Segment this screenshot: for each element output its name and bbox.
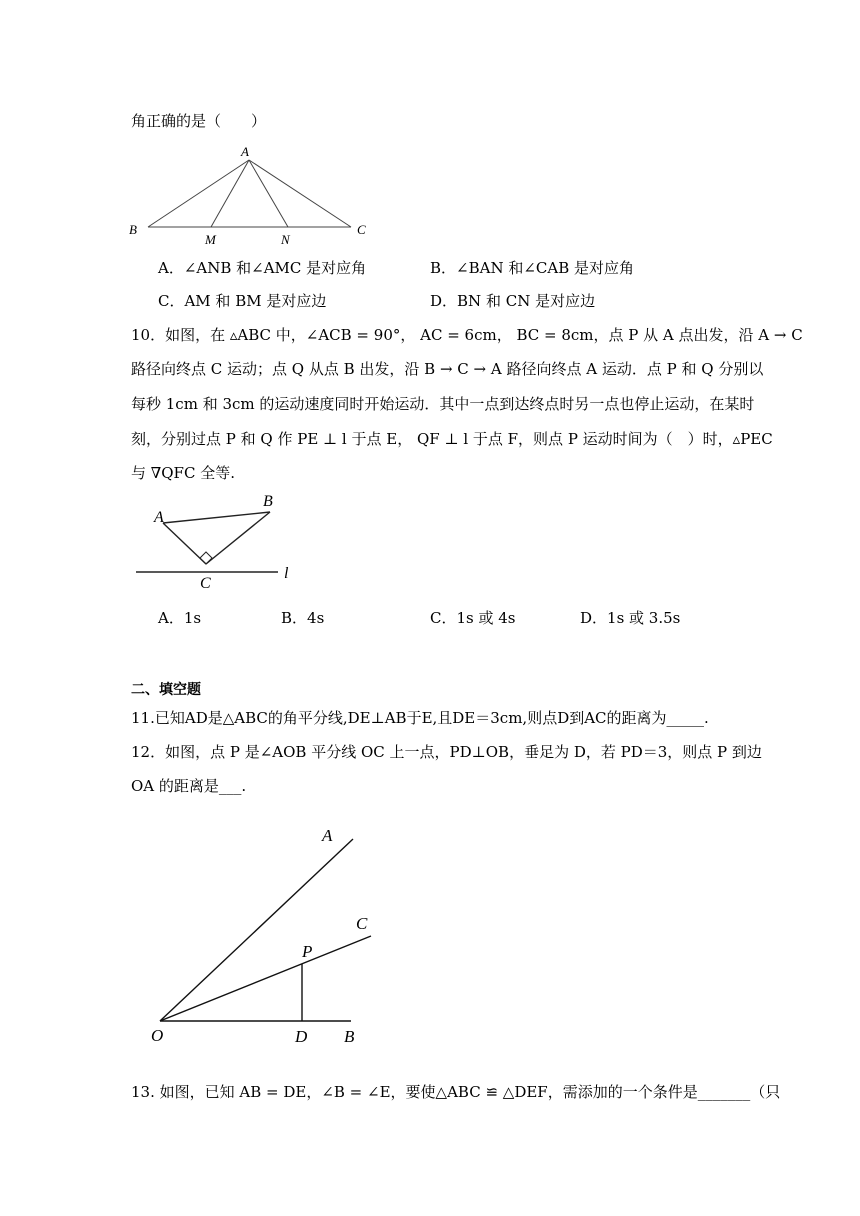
- q10-line-3: 每秒 1cm 和 3cm 的运动速度同时开始运动．其中一点到达终点时另一点也停止运动，在某时: [131, 395, 755, 413]
- q9-stem-tail: 角正确的是（ ）: [131, 112, 267, 130]
- q12-line-2: OA 的距离是___.: [131, 777, 247, 795]
- q10-line-5: 与 ∇QFC 全等.: [131, 464, 235, 482]
- q12-label-b: B: [344, 1027, 355, 1046]
- q12-angle-bisector-figure: [145, 822, 385, 1052]
- q12-label-d: D: [295, 1027, 308, 1046]
- q10-right-triangle-figure: [130, 490, 320, 590]
- q10-label-b: B: [263, 493, 273, 510]
- q12-line-1: 12．如图，点 P 是∠AOB 平分线 OC 上一点，PD⊥OB，垂足为 D，若 PD＝3，则点 P 到边: [131, 743, 762, 761]
- section-title-fill-blank: 二、填空题: [131, 682, 201, 698]
- q9-triangle-figure: [125, 142, 385, 247]
- q10-option-c: C．1s 或 4s: [430, 609, 516, 627]
- q9-label-a: A: [241, 144, 249, 159]
- q12-label-a: A: [322, 826, 333, 845]
- q9-label-c: C: [357, 222, 366, 237]
- q12-label-o: O: [151, 1026, 164, 1045]
- q9-label-b: B: [129, 222, 137, 237]
- q9-option-c: C．AM 和 BM 是对应边: [158, 292, 327, 310]
- q9-option-b: B．∠BAN 和∠CAB 是对应角: [430, 259, 635, 277]
- q10-line-2: 路径向终点 C 运动；点 Q 从点 B 出发，沿 B → C → A 路径向终点 A 运动．点 P 和 Q 分别以: [131, 360, 764, 378]
- q10-option-d: D．1s 或 3.5s: [580, 609, 681, 627]
- q9-label-n: N: [281, 232, 290, 247]
- q9-option-a: A．∠ANB 和∠AMC 是对应角: [158, 259, 367, 277]
- q9-label-m: M: [205, 232, 216, 247]
- q12-label-p: P: [302, 942, 313, 961]
- q10-line-1: 10．如图，在 ▵ABC 中，∠ACB = 90°， AC = 6cm， BC = 8cm，点 P 从 A 点出发，沿 A → C: [131, 326, 803, 344]
- q9-option-d: D．BN 和 CN 是对应边: [430, 292, 596, 310]
- q11-text: 11.已知AD是△ABC的角平分线,DE⊥AB于E,且DE＝3cm,则点D到AC的距离为_____.: [131, 709, 709, 727]
- q10-line-4: 刻，分别过点 P 和 Q 作 PE ⊥ l 于点 E， QF ⊥ l 于点 F，则点 P 运动时间为（ ）时，▵PEC: [131, 430, 773, 448]
- q10-label-l: l: [284, 565, 289, 582]
- q13-text: 13. 如图，已知 AB = DE，∠B = ∠E，要使△ABC ≌ △DEF，需添加的一个条件是_______（只: [131, 1083, 781, 1101]
- q10-label-c: C: [200, 575, 211, 592]
- q10-option-b: B．4s: [281, 609, 325, 627]
- q12-label-c: C: [356, 914, 368, 933]
- q10-option-a: A．1s: [158, 609, 202, 627]
- q10-label-a: A: [154, 509, 164, 526]
